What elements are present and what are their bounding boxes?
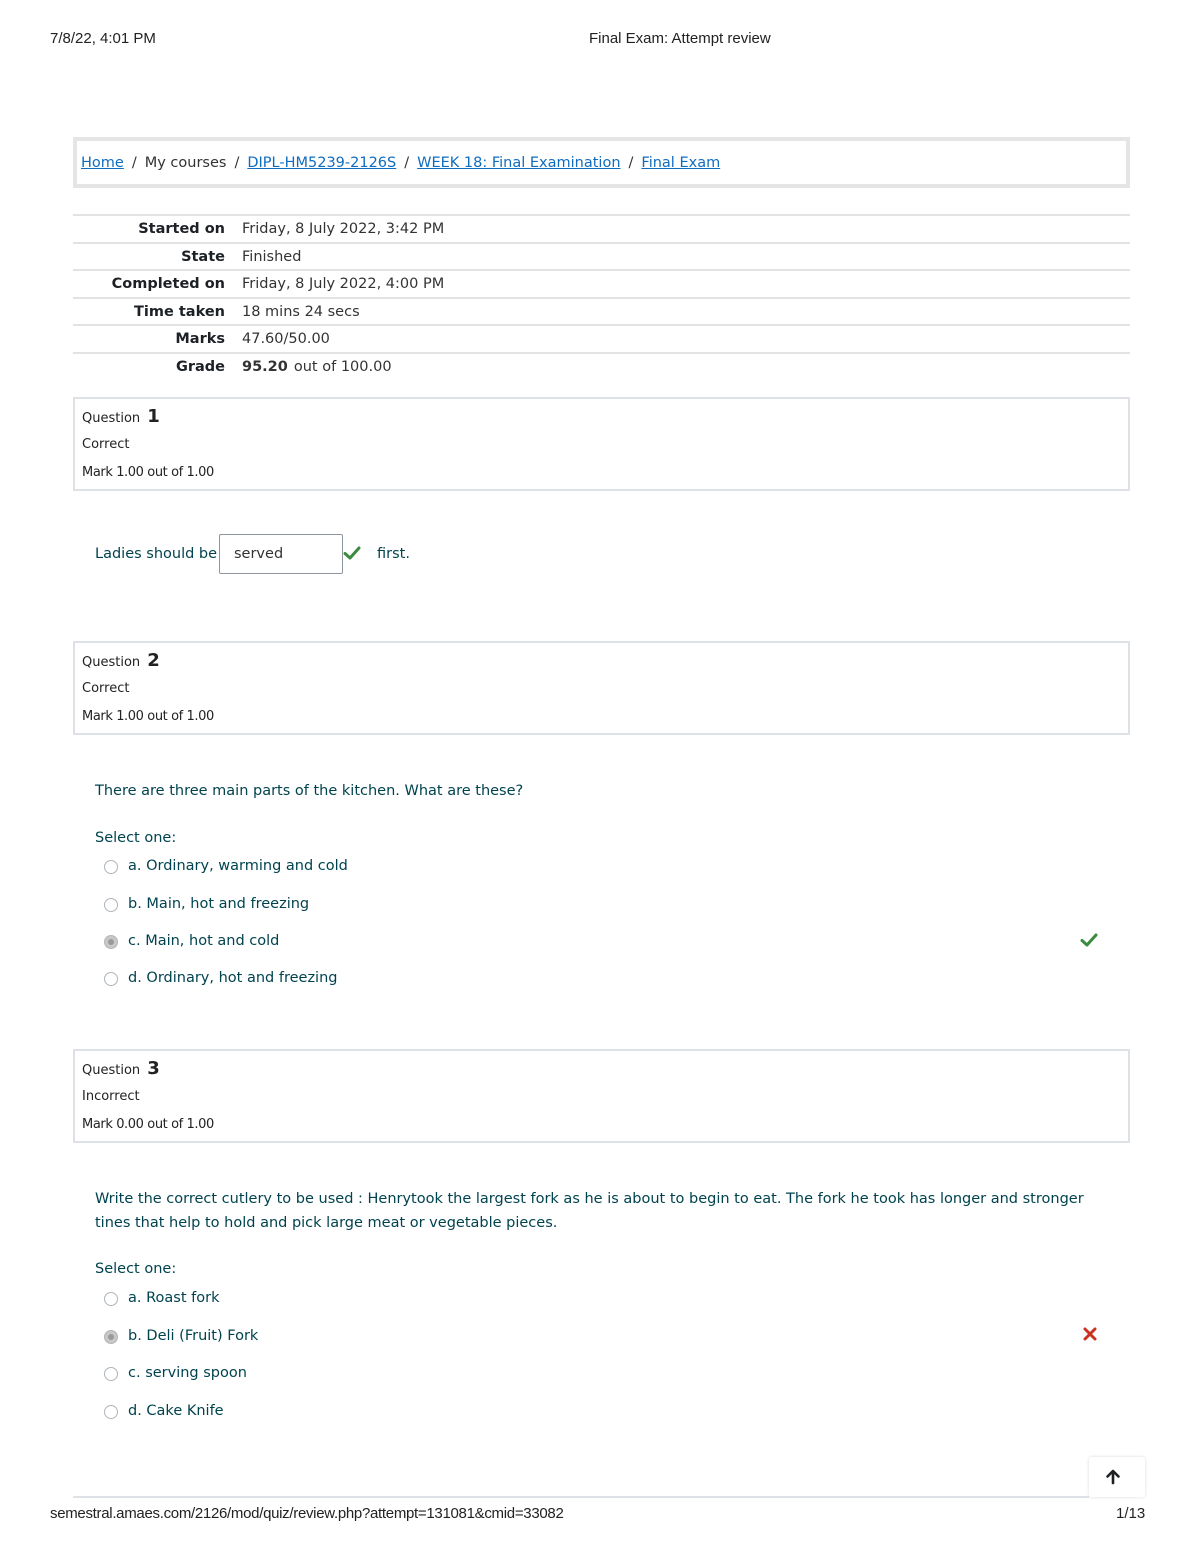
option-label: c. Main, hot and cold bbox=[128, 933, 280, 949]
print-header bbox=[0, 30, 1200, 50]
question-info-2 bbox=[73, 641, 1130, 735]
check-icon bbox=[343, 544, 361, 562]
breadcrumb-section-link[interactable]: WEEK 18: Final Examination bbox=[417, 155, 621, 171]
radio-button[interactable] bbox=[104, 972, 118, 986]
print-url: semestral.amaes.com/2126/mod/quiz/review.php?attempt=131081&cmid=33082 bbox=[50, 1505, 564, 1522]
breadcrumb-my-courses: My courses bbox=[144, 155, 227, 171]
summary-label: Marks bbox=[175, 331, 225, 347]
option-label: c. serving spoon bbox=[128, 1365, 247, 1381]
summary-row-completed-on bbox=[73, 269, 1130, 297]
summary-value: Friday, 8 July 2022, 3:42 PM bbox=[242, 221, 445, 237]
breadcrumb-separator: / bbox=[404, 155, 410, 171]
option-label: d. Ordinary, hot and freezing bbox=[128, 970, 338, 986]
question-text: There are three main parts of the kitchen. What are these? bbox=[95, 783, 524, 799]
grade-value: 95.20 bbox=[242, 358, 288, 375]
question-mark: Mark 1.00 out of 1.00 bbox=[82, 465, 214, 480]
radio-button-checked[interactable] bbox=[104, 1330, 118, 1344]
question-number bbox=[82, 650, 160, 671]
summary-row-started-on bbox=[73, 214, 1130, 242]
question-info-3 bbox=[73, 1049, 1130, 1143]
answer-input[interactable]: served bbox=[219, 534, 343, 574]
option-label: a. Roast fork bbox=[128, 1290, 220, 1306]
summary-row-time-taken bbox=[73, 297, 1130, 325]
summary-label: State bbox=[181, 248, 225, 265]
summary-label: Grade bbox=[175, 358, 225, 375]
grade-out-of: out of 100.00 bbox=[293, 358, 392, 375]
option-label: d. Cake Knife bbox=[128, 1403, 224, 1419]
summary-value bbox=[242, 359, 392, 375]
question-text-before: Ladies should be bbox=[95, 546, 218, 562]
summary-row-grade bbox=[73, 352, 1130, 380]
summary-label: Started on bbox=[138, 221, 225, 237]
print-date: 7/8/22, 4:01 PM bbox=[50, 30, 156, 47]
summary-row-state bbox=[73, 242, 1130, 270]
question-info-1 bbox=[73, 397, 1130, 491]
radio-button[interactable] bbox=[104, 1405, 118, 1419]
question-prefix: Question bbox=[82, 411, 141, 426]
breadcrumb-course-link[interactable]: DIPL-HM5239-2126S bbox=[247, 155, 397, 171]
question-prefix: Question bbox=[82, 655, 141, 670]
cross-icon bbox=[1081, 1325, 1099, 1343]
page-divider bbox=[73, 1496, 1089, 1498]
question-state: Incorrect bbox=[82, 1089, 140, 1104]
radio-button[interactable] bbox=[104, 1367, 118, 1381]
question-text: Write the correct cutlery to be used : Henrytook the largest fork as he is about to begin to eat. The fork he took has longer and stronger tines that help to hold and pick large meat or vegetable pieces. bbox=[95, 1191, 1084, 1231]
radio-button[interactable] bbox=[104, 860, 118, 874]
radio-button[interactable] bbox=[104, 1292, 118, 1306]
option-label: b. Deli (Fruit) Fork bbox=[128, 1328, 259, 1344]
select-one-label: Select one: bbox=[95, 830, 177, 846]
question-number-value: 3 bbox=[147, 1058, 160, 1079]
summary-value: Finished bbox=[242, 248, 302, 265]
question-mark: Mark 0.00 out of 1.00 bbox=[82, 1117, 214, 1132]
summary-value: Friday, 8 July 2022, 4:00 PM bbox=[242, 276, 445, 292]
radio-button-checked[interactable] bbox=[104, 935, 118, 949]
question-number-value: 2 bbox=[147, 650, 160, 671]
breadcrumb-separator: / bbox=[131, 155, 137, 171]
breadcrumb-home-link[interactable]: Home bbox=[81, 155, 124, 171]
question-number-value: 1 bbox=[147, 406, 160, 427]
back-to-top-button[interactable] bbox=[1089, 1457, 1145, 1497]
question-state: Correct bbox=[82, 681, 130, 696]
arrow-up-icon bbox=[1105, 1469, 1121, 1485]
summary-label: Time taken bbox=[134, 303, 225, 320]
summary-value: 47.60/50.00 bbox=[242, 331, 330, 347]
breadcrumb-separator: / bbox=[234, 155, 240, 171]
question-state: Correct bbox=[82, 437, 130, 452]
print-footer bbox=[0, 1505, 1200, 1525]
question-text-after: first. bbox=[377, 546, 410, 562]
question-mark: Mark 1.00 out of 1.00 bbox=[82, 709, 214, 724]
breadcrumb-separator: / bbox=[628, 155, 634, 171]
question-prefix: Question bbox=[82, 1063, 141, 1078]
summary-row-marks bbox=[73, 324, 1130, 352]
question-number bbox=[82, 1058, 160, 1079]
question-number bbox=[82, 406, 160, 427]
option-label: b. Main, hot and freezing bbox=[128, 896, 310, 912]
attempt-summary-table bbox=[73, 214, 1130, 379]
summary-label: Completed on bbox=[111, 276, 225, 292]
summary-value: 18 mins 24 secs bbox=[242, 303, 360, 320]
select-one-label: Select one: bbox=[95, 1261, 177, 1277]
radio-button[interactable] bbox=[104, 898, 118, 912]
breadcrumb bbox=[73, 137, 1130, 188]
check-icon bbox=[1080, 931, 1098, 949]
print-page-number: 1/13 bbox=[1116, 1505, 1146, 1522]
breadcrumb-activity-link[interactable]: Final Exam bbox=[641, 155, 721, 171]
option-label: a. Ordinary, warming and cold bbox=[128, 858, 348, 874]
print-title: Final Exam: Attempt review bbox=[589, 30, 771, 47]
